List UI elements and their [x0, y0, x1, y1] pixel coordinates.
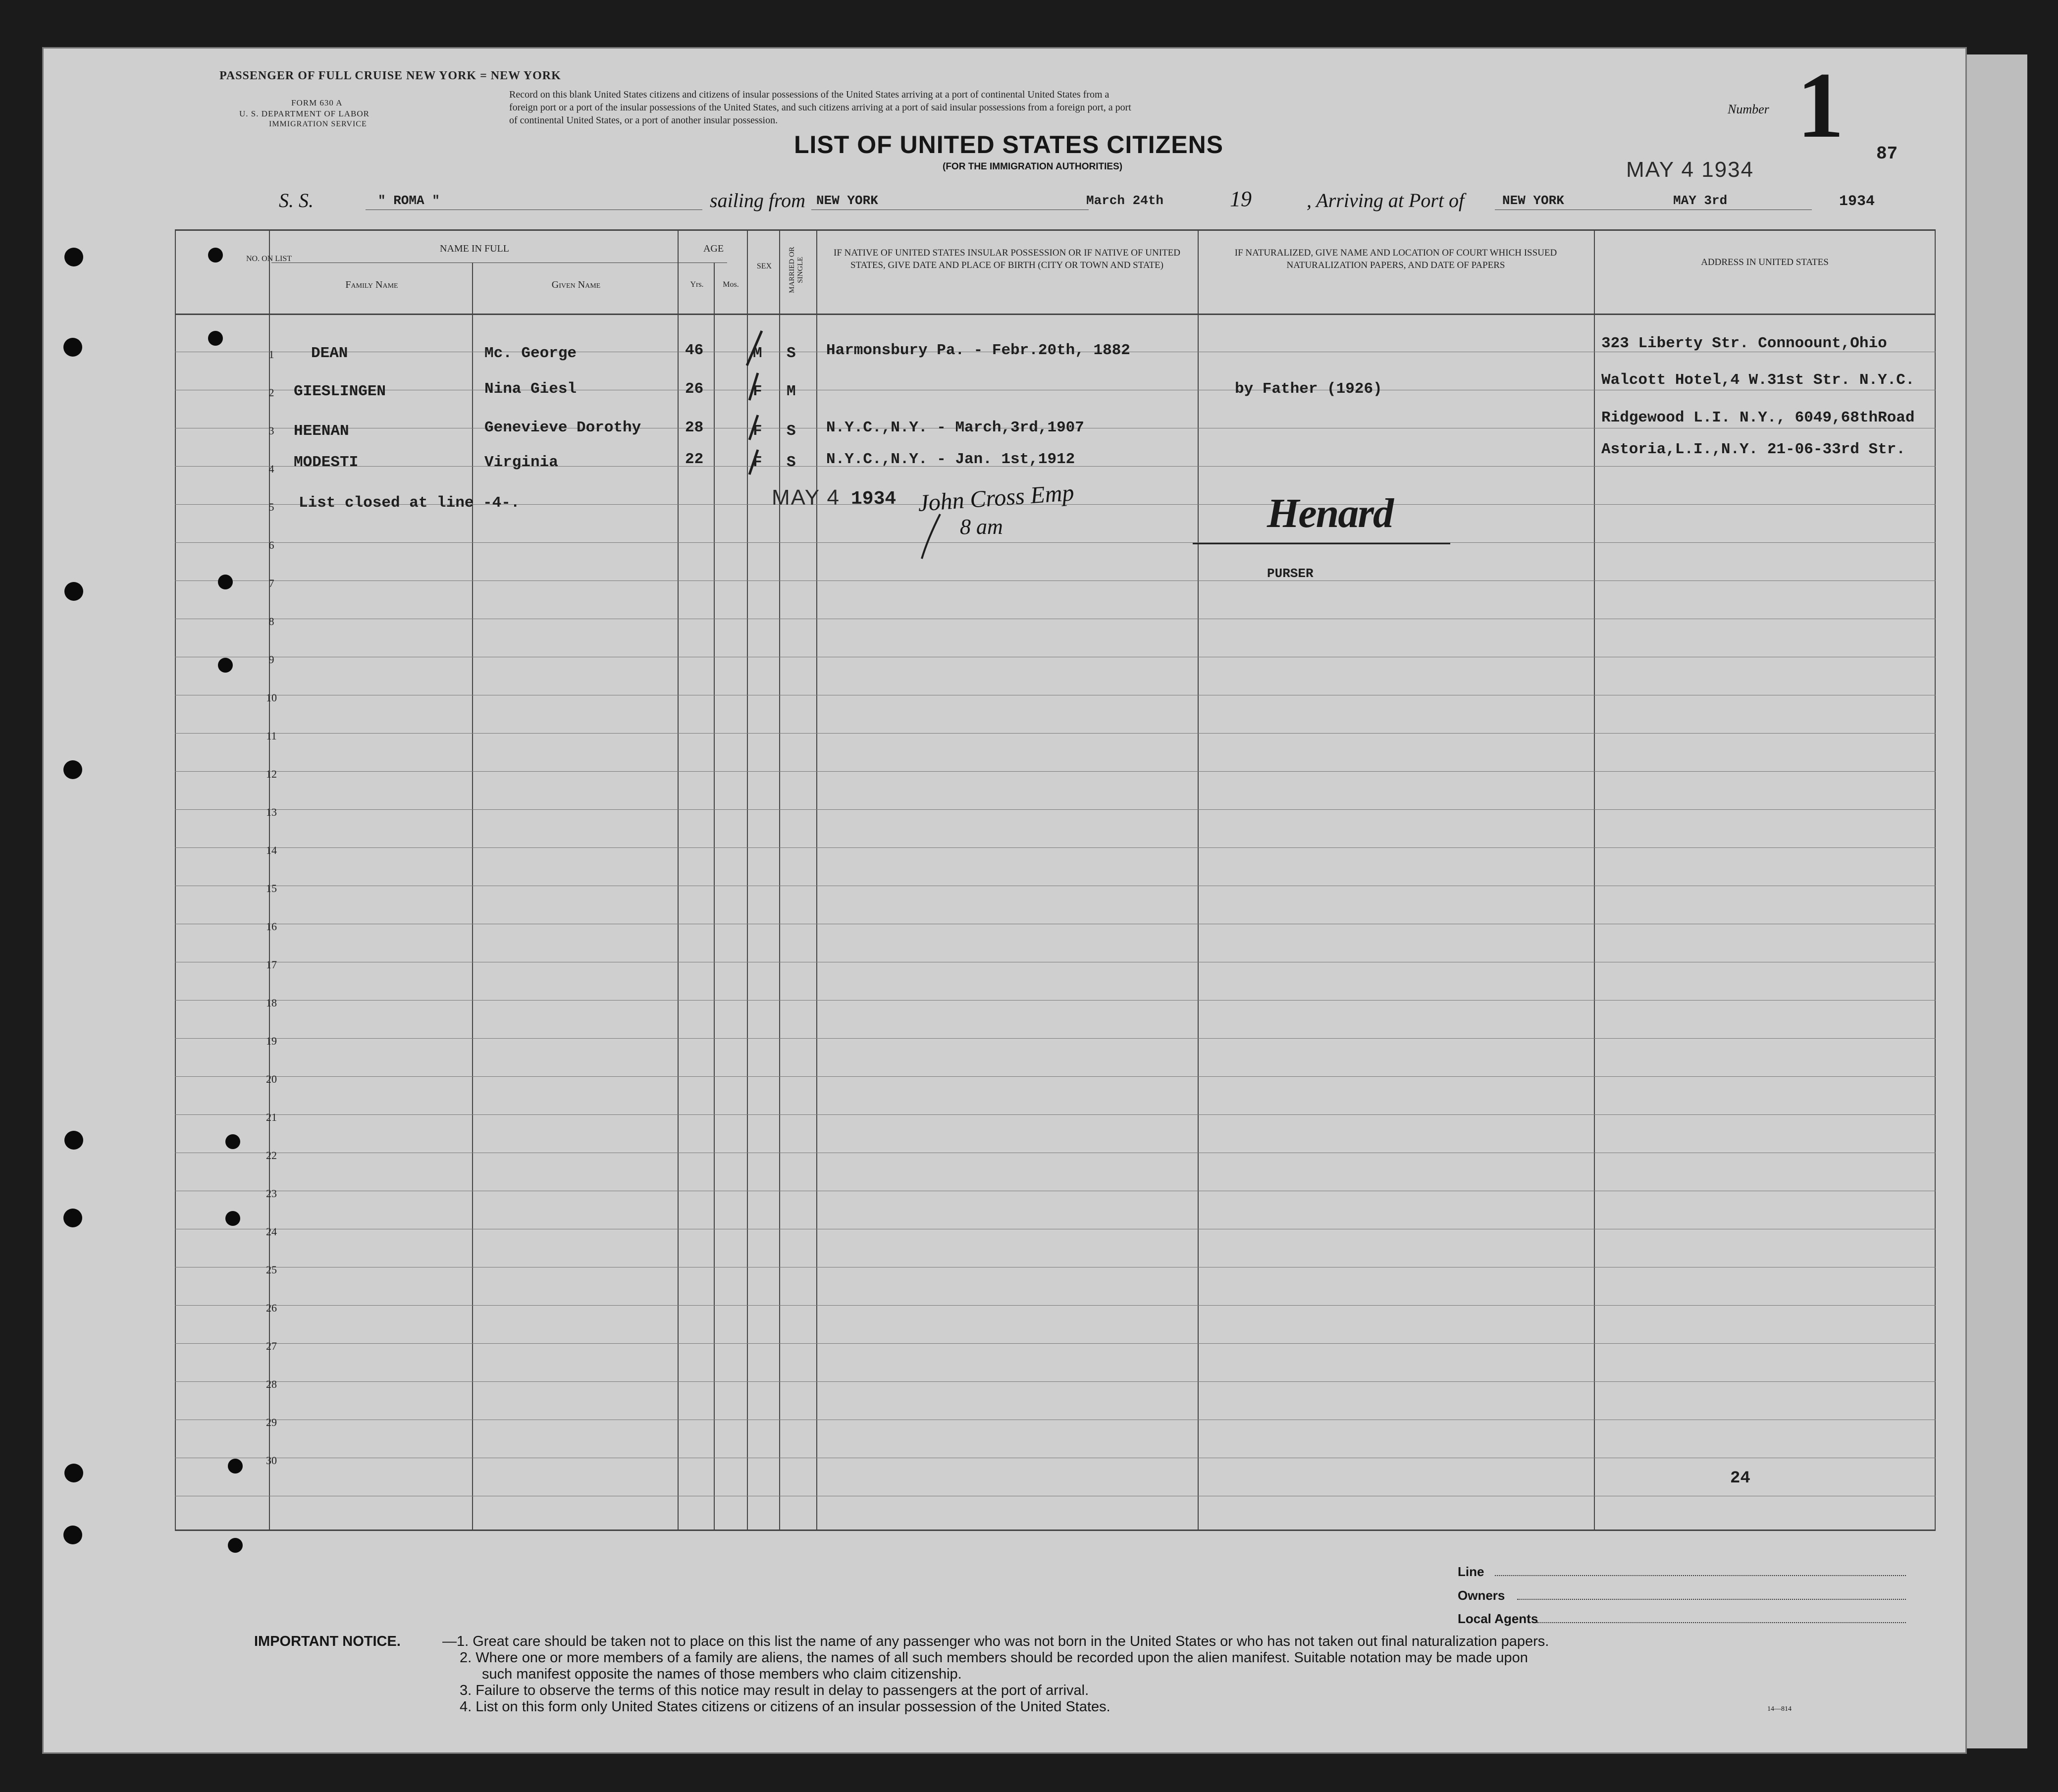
notice-item-4: 4. List on this form only United States citizens or citizens of an insular possession of the United States.	[460, 1699, 1110, 1715]
arriving-port: NEW YORK	[1502, 193, 1564, 208]
sailing-port: NEW YORK	[816, 193, 878, 208]
print-code: 14—814	[1767, 1705, 1792, 1713]
address: Walcott Hotel,4 W.31st Str. N.Y.C.	[1601, 371, 1915, 389]
receipt-date-stamp: MAY 4 1934	[1626, 158, 1754, 182]
check-mark	[747, 331, 762, 366]
row-rule	[175, 542, 1936, 543]
binder-hole	[218, 658, 233, 673]
row-number: 30	[266, 1454, 277, 1467]
row-number: 20	[266, 1073, 277, 1085]
year-prefix: 19	[1230, 187, 1252, 211]
owners-label: Owners	[1458, 1588, 1505, 1603]
backing-sheet	[1956, 54, 2027, 1748]
family-name: MODESTI	[294, 454, 359, 471]
row-rule	[175, 1076, 1936, 1077]
row-number: 5	[268, 501, 274, 513]
list-closed-note: List closed at line -4-.	[299, 494, 520, 512]
sailing-date: March 24th	[1086, 193, 1164, 208]
binder-hole	[63, 338, 82, 357]
header-name-in-full: NAME IN FULL	[440, 243, 509, 254]
row-number: 27	[266, 1340, 277, 1352]
binder-hole	[225, 1134, 240, 1149]
local-agents-field	[1537, 1622, 1906, 1623]
marital-status: S	[787, 345, 796, 362]
row-number: 17	[266, 958, 277, 971]
marital-status: M	[787, 383, 796, 400]
row-number: 24	[266, 1225, 277, 1238]
number-label: Number	[1728, 102, 1769, 116]
notice-item-3: 3. Failure to observe the terms of this notice may result in delay to passengers at the port of arrival.	[460, 1683, 1089, 1698]
check-mark	[749, 450, 758, 474]
row-number: 14	[266, 844, 277, 856]
binder-hole	[225, 1211, 240, 1226]
given-name: Nina Giesl	[484, 380, 577, 398]
col-line-naturalization	[1594, 229, 1595, 1530]
header-family-name: Family Name	[345, 279, 398, 290]
notice-item-2: 2. Where one or more members of a family are aliens, the names of all such members should be recorded upon the alien manifest. Suitable notation may be made upon	[460, 1650, 1528, 1666]
instructions	[509, 88, 1131, 127]
row-number: 6	[268, 539, 274, 551]
binder-hole	[64, 1464, 83, 1482]
sex: M	[753, 345, 762, 362]
header-no-on-list: NO. ON LIST	[246, 255, 292, 263]
sailing-label: sailing from	[710, 189, 805, 211]
signature-line	[1193, 543, 1450, 544]
handwritten-note: John Cross Emp	[917, 479, 1075, 517]
sex: F	[753, 454, 762, 471]
col-line-status	[816, 229, 817, 1530]
ss-label: S. S.	[279, 189, 314, 211]
address: 323 Liberty Str. Connoount,Ohio	[1601, 335, 1887, 352]
local-agents-label: Local Agents	[1458, 1611, 1538, 1626]
department-label: U. S. DEPARTMENT OF LABOR	[239, 109, 369, 118]
row-number: 19	[266, 1035, 277, 1047]
family-name: GIESLINGEN	[294, 383, 386, 400]
manifest-page	[42, 47, 1967, 1754]
header-given-name: Given Name	[551, 279, 601, 290]
birth-info: Harmonsbury Pa. - Febr.20th, 1882	[826, 342, 1130, 359]
row-number: 15	[266, 882, 277, 895]
marital-status: S	[787, 454, 796, 471]
notice-item-1: —1. Great care should be taken not to place on this list the name of any passenger who was not born in the United States or who has not taken out final naturalization papers.	[442, 1634, 1549, 1649]
header-married-single: MARRIED OR SINGLE	[788, 247, 804, 293]
page-title: LIST OF UNITED STATES CITIZENS	[794, 131, 1224, 158]
binder-hole	[228, 1459, 243, 1474]
binder-hole	[63, 760, 82, 779]
arriving-year: 1934	[1839, 193, 1875, 210]
row-number: 1	[268, 348, 274, 361]
given-name: Virginia	[484, 454, 558, 471]
family-name: DEAN	[311, 345, 348, 362]
header-naturalization-info: IF NATURALIZED, GIVE NAME AND LOCATION OF COURT WHICH ISSUED NATURALIZATION PAPERS, AND DATE OF PAPERS	[1234, 248, 1557, 270]
row-rule	[175, 580, 1936, 581]
col-line-left	[175, 229, 176, 1530]
row-number: 2	[268, 386, 274, 399]
row-rule	[175, 1343, 1936, 1344]
binder-hole	[64, 1131, 83, 1150]
col-line-family	[472, 263, 473, 1530]
binder-hole	[218, 575, 233, 589]
header-age: AGE	[703, 243, 724, 254]
binder-hole	[63, 1526, 82, 1544]
col-line-given	[678, 229, 679, 1530]
age-years: 26	[685, 380, 704, 398]
line-field	[1495, 1575, 1906, 1576]
col-line-yrs	[714, 263, 715, 1530]
check-mark	[749, 373, 758, 400]
arriving-label: , Arriving at Port of	[1307, 189, 1465, 211]
sex: F	[753, 422, 762, 440]
address: Astoria,L.I.,N.Y. 21-06-33rd Str.	[1601, 441, 1905, 458]
instruction-line-3: of continental United States, or a port of another insular possession.	[509, 115, 778, 126]
row-number: 18	[266, 997, 277, 1009]
form-number: FORM 630 A	[291, 98, 343, 107]
row-rule	[175, 1381, 1936, 1382]
ship-name: " ROMA "	[378, 193, 440, 208]
pen-stroke-icon	[918, 509, 948, 564]
col-line-right	[1935, 229, 1936, 1530]
arriving-date: MAY 3rd	[1673, 193, 1728, 208]
sex: F	[753, 383, 762, 400]
instruction-line-2: foreign port or a port of the insular possessions of the United States, and such citizens arriving at a port of said insular possessions from a foreign port, a port	[509, 102, 1131, 113]
row-number: 26	[266, 1302, 277, 1314]
purser-label: PURSER	[1267, 566, 1314, 581]
address: Ridgewood L.I. N.Y., 6049,68thRoad	[1601, 409, 1915, 426]
table-top-border	[175, 229, 1936, 231]
row-rule	[175, 771, 1936, 772]
line-label: Line	[1458, 1564, 1484, 1579]
given-name: Genevieve Dorothy	[484, 419, 641, 436]
birth-info: N.Y.C.,N.Y. - March,3rd,1907	[826, 419, 1084, 436]
row-number: 22	[266, 1149, 277, 1161]
row-rule	[175, 1000, 1936, 1001]
row-rule	[175, 847, 1936, 848]
row-number: 28	[266, 1378, 277, 1390]
page-reference: 87	[1876, 144, 1898, 164]
header-mos: Mos.	[723, 280, 739, 289]
row-rule	[175, 1038, 1936, 1039]
check-marks	[727, 326, 787, 494]
marital-status: S	[787, 422, 796, 440]
row-number: 12	[266, 768, 277, 780]
age-years: 28	[685, 419, 704, 436]
closing-stamp-year: 1934	[851, 488, 897, 510]
family-name: HEENAN	[294, 422, 349, 440]
page-subtitle: (FOR THE IMMIGRATION AUTHORITIES)	[943, 161, 1123, 172]
binder-hole	[208, 331, 223, 346]
naturalization-info: by Father (1926)	[1235, 380, 1382, 398]
binder-hole	[208, 248, 223, 263]
binder-hole	[64, 248, 83, 266]
notice-item-2-cont: such manifest opposite the names of those members who claim citizenship.	[482, 1666, 962, 1682]
col-line-birth	[1198, 229, 1199, 1530]
purser-signature: Henard	[1267, 490, 1393, 536]
page-tally: 24	[1730, 1469, 1750, 1488]
binder-hole	[63, 1209, 82, 1227]
binder-hole	[64, 582, 83, 601]
header-birth-info: IF NATIVE OF UNITED STATES INSULAR POSSESSION OR IF NATIVE OF UNITED STATES, GIVE DATE AND PLACE OF BIRTH (CITY OR TOWN AND STATE)	[834, 248, 1180, 270]
age-years: 22	[685, 451, 704, 468]
instruction-line-1: Record on this blank United States citizens and citizens of insular possessions of the United States arriving at a port of continental United States from a	[509, 89, 1109, 100]
row-rule	[175, 733, 1936, 734]
notice-heading: IMPORTANT NOTICE.	[254, 1634, 401, 1649]
row-number: 3	[268, 424, 274, 437]
row-number: 25	[266, 1264, 277, 1276]
age-years: 46	[685, 342, 704, 359]
header-address: ADDRESS IN UNITED STATES	[1701, 257, 1829, 267]
row-number: 13	[266, 806, 277, 818]
row-number: 9	[268, 653, 274, 666]
list-number: 1	[1797, 53, 1844, 158]
row-number: 8	[268, 615, 274, 628]
binder-hole	[228, 1538, 243, 1553]
row-number: 10	[266, 691, 277, 704]
service-label: IMMIGRATION SERVICE	[269, 120, 367, 128]
birth-info: N.Y.C.,N.Y. - Jan. 1st,1912	[826, 451, 1075, 468]
given-name: Mc. George	[484, 345, 577, 362]
row-rule	[175, 1305, 1936, 1306]
table-bottom-border	[175, 1529, 1936, 1531]
row-number: 7	[268, 577, 274, 589]
row-rule	[175, 809, 1936, 810]
cruise-note: PASSENGER OF FULL CRUISE NEW YORK = NEW YORK	[219, 69, 561, 82]
row-number: 21	[266, 1111, 277, 1123]
header-yrs: Yrs.	[690, 280, 704, 289]
row-number: 16	[266, 920, 277, 933]
owners-field	[1517, 1599, 1906, 1600]
row-number: 11	[266, 730, 277, 742]
row-number: 29	[266, 1416, 277, 1428]
closing-stamp-date: MAY 4	[772, 485, 840, 510]
handwritten-time: 8 am	[960, 515, 1003, 539]
table-header-bottom	[175, 314, 1936, 315]
check-mark	[749, 415, 758, 440]
row-number: 4	[268, 463, 274, 475]
header-sex: SEX	[756, 262, 772, 270]
row-number: 23	[266, 1187, 277, 1200]
row-rule	[175, 1114, 1936, 1115]
